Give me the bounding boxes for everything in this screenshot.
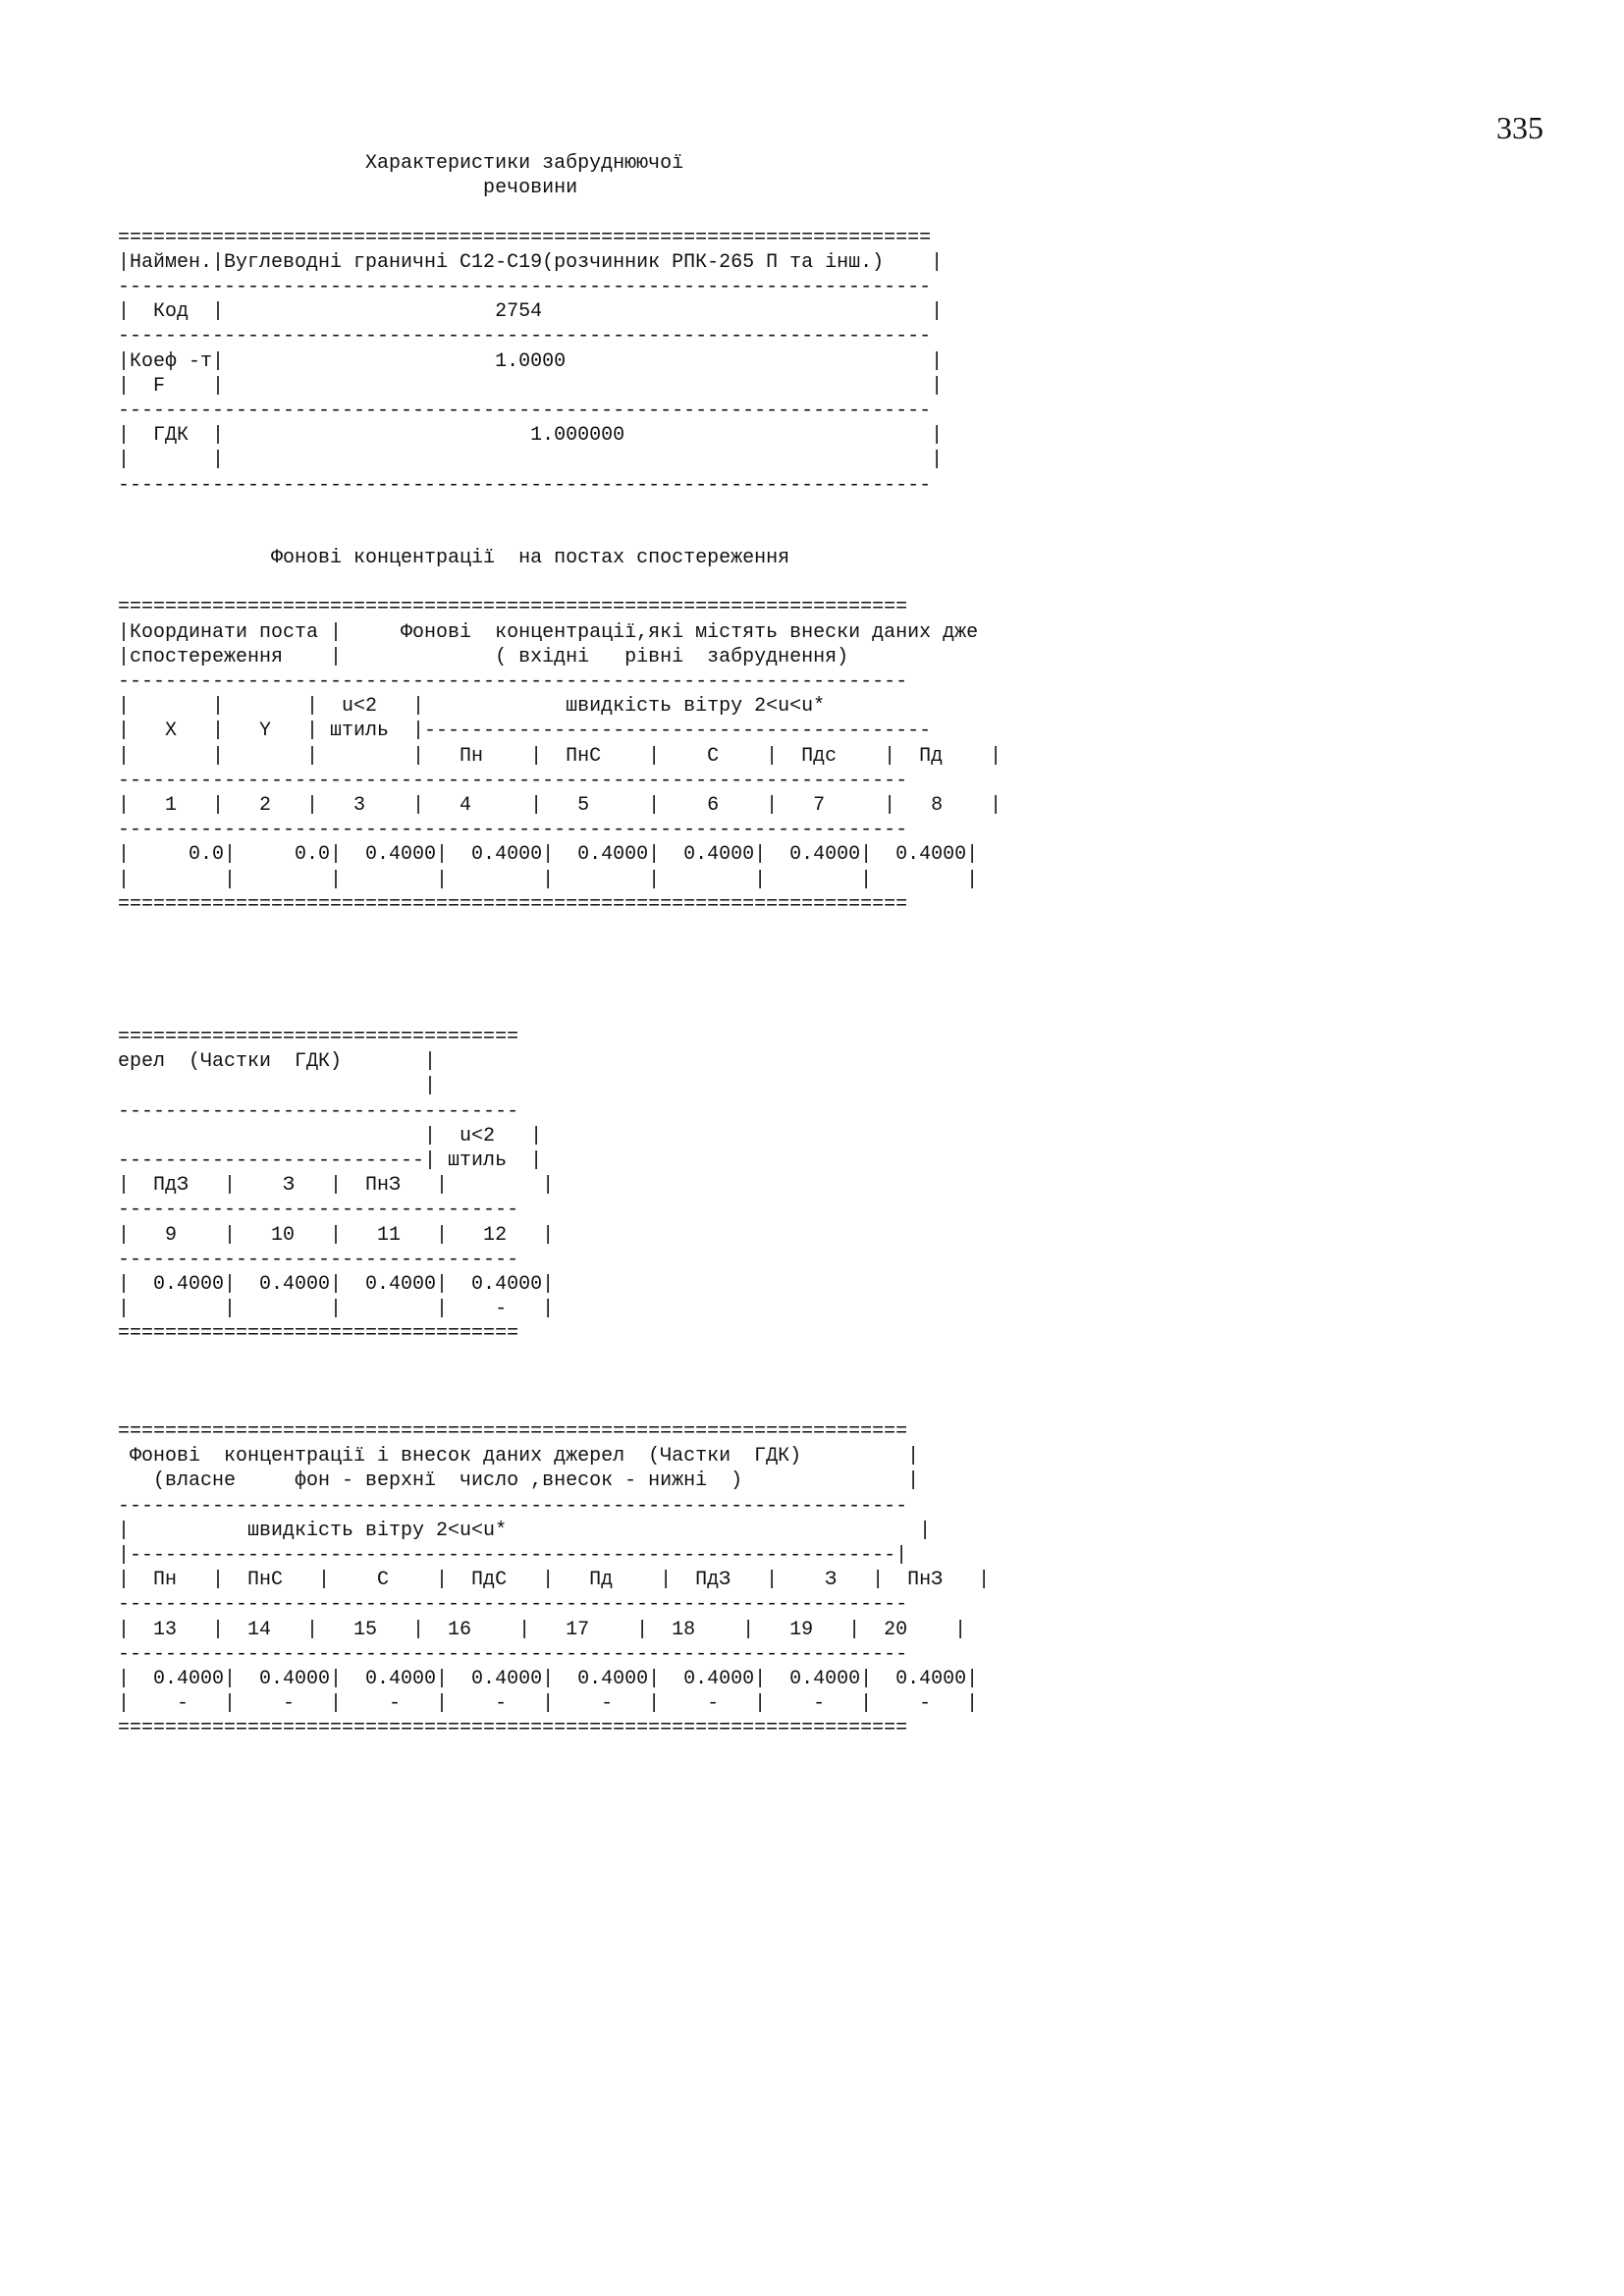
background-concentrations-continuation-table: ================================== ерел (Частки ГДК) | | ---------------------------------- | u<2 | --------------------------| штиль | | ПдЗ | З | ПнЗ | | ---------------------------------- | 9 | 10 | 11 | 12 | ---------------------------------- | 0.4000| 0.4000| 0.4000| 0.4000| | | | | - | ==================================	[118, 1026, 555, 1346]
source-contribution-table: =================================================================== Фонові концентрації і внесок даних джерел (Частки ГДК) | (власне фон - верхнї число ,внесок - нижні ) | ------------------------------------------------------------------- | швидкість вітру 2<u<u* | |-----------------------------------------------------------------| | Пн | ПнС | С | ПдС | Пд | ПдЗ | З | ПнЗ | ------------------------------------------------------------------- | 13 | 14 | 15 | 16 | 17 | 18 | 19 | 20 | ------------------------------------------------------------------- | 0.4000| 0.4000| 0.4000| 0.4000| 0.4000| 0.4000| 0.4000| 0.4000| | - | - | - | - | - | - | - | - | ===================================================================	[118, 1420, 991, 1740]
page-number: 335	[1496, 110, 1543, 145]
substance-characteristics-table: Характеристики забруднюючої речовини ===================================================================== |Наймен.|Вуглеводні граничні С12-С19(розчинник РПК-265 П та інш.) | --------------------------------------------------------------------- | Код | 2754 | --------------------------------------------------------------------- |Коеф -т| 1.0000 | | F | | --------------------------------------------------------------------- | ГДК | 1.000000 | | | | ---------------------------------------------------------------------	[118, 152, 944, 497]
background-concentrations-table: Фонові концентрації на постах спостереження =================================================================== |Координати поста | Фонові концентрації,які містять внески даних дже |спостереження | ( вхідні рівні забруднення) ------------------------------------------------------------------- | | | u<2 | швидкість вітру 2<u<u* | X | Y | штиль |------------------------------------------- | | | | Пн | ПнС | С | Пдс | Пд | ------------------------------------------------------------------- | 1 | 2 | 3 | 4 | 5 | 6 | 7 | 8 | ------------------------------------------------------------------- | 0.0| 0.0| 0.4000| 0.4000| 0.4000| 0.4000| 0.4000| 0.4000| | | | | | | | | | ===================================================================	[118, 547, 1002, 916]
